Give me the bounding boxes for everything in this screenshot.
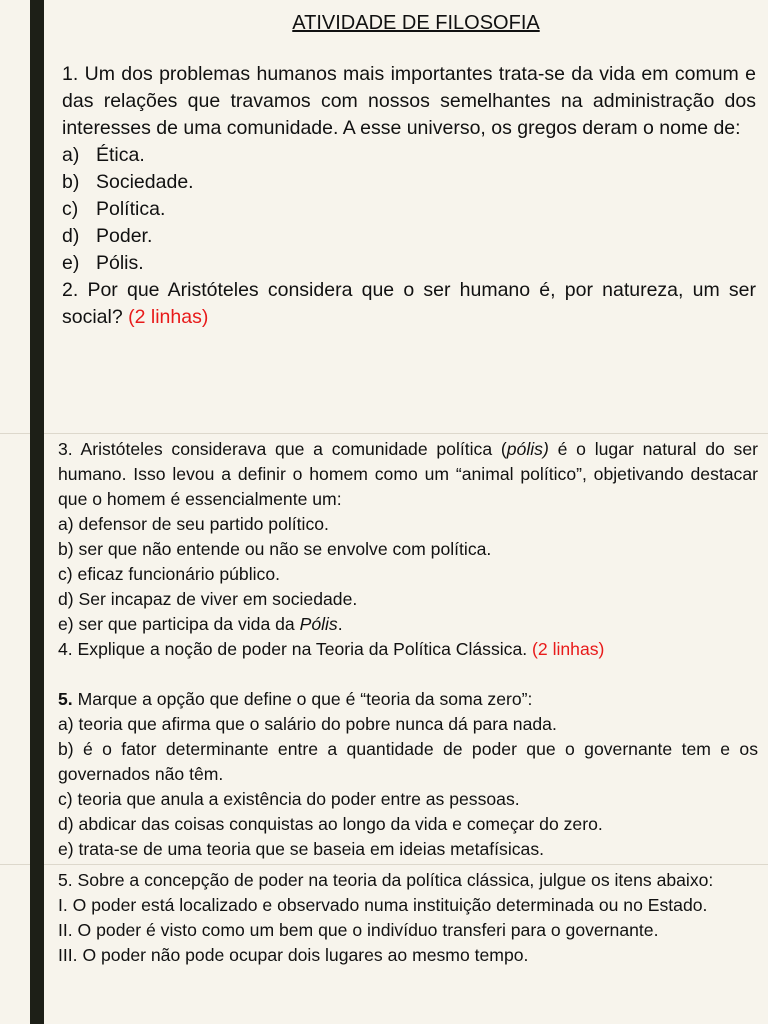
question-1-text: 1. Um dos problemas humanos mais importantes trata-se da vida em comum e das relações que travamos com nossos semelhantes na administração dos interesses de uma comunidade. A esse universo, os gregos deram o nome de: — [62, 63, 756, 139]
option-e: e) Pólis. — [62, 252, 144, 274]
option-d: d) Poder. — [62, 225, 153, 247]
panel-divider — [0, 864, 768, 865]
option-c: c) Política. — [62, 198, 166, 220]
option-e: e) trata-se de uma teoria que se baseia em ideias metafísicas. — [58, 839, 545, 859]
option-d: d) Ser incapaz de viver em sociedade. — [58, 589, 358, 609]
question-4-text: 4. Explique a noção de poder na Teoria da Política Clássica. (2 linhas) — [58, 639, 605, 659]
option-a: a) teoria que afirma que o salário do pobre nunca dá para nada. — [58, 714, 557, 734]
question-3-text: 3. Aristóteles considerava que a comunidade política (pólis) é o lugar natural do ser humano. Isso levou a definir o homem como um “animal político”, objetivando destacar que o homem é essencialmente um: — [58, 439, 758, 509]
option-a: a) Ética. — [62, 144, 145, 166]
question-1-options — [62, 142, 756, 277]
spacer — [58, 662, 758, 687]
item-i: I. O poder está localizado e observado numa instituição determinada ou no Estado. — [58, 895, 708, 915]
page-title: ATIVIDADE DE FILOSOFIA — [292, 12, 540, 34]
option-d: d) abdicar das coisas conquistas ao longo da vida e começar do zero. — [58, 814, 603, 834]
item-iii: III. O poder não pode ocupar dois lugares ao mesmo tempo. — [58, 945, 529, 965]
worksheet-section-3 — [58, 868, 756, 968]
question-2-text: 2. Por que Aristóteles considera que o ser humano é, por natureza, um ser social? (2 linhas) — [62, 279, 756, 328]
question-5b-text: 5. Sobre a concepção de poder na teoria da política clássica, julgue os itens abaixo: — [58, 870, 714, 890]
item-ii: II. O poder é visto como um bem que o indivíduo transferi para o governante. — [58, 920, 659, 940]
option-b: b) Sociedade. — [62, 171, 194, 193]
option-b: b) ser que não entende ou não se envolve com política. — [58, 539, 492, 559]
worksheet-section-2 — [58, 437, 758, 862]
lines-note: (2 linhas) — [128, 306, 209, 328]
question-5-text: 5. Marque a opção que define o que é “teoria da soma zero”: — [58, 689, 533, 709]
option-b: b) é o fator determinante entre a quantidade de poder que o governante tem e os governados não têm. — [58, 739, 758, 784]
panel-divider — [0, 433, 768, 434]
worksheet-section-1 — [62, 10, 756, 331]
option-c: c) teoria que anula a existência do poder entre as pessoas. — [58, 789, 520, 809]
option-a: a) defensor de seu partido político. — [58, 514, 329, 534]
sidebar-bar — [30, 0, 44, 1024]
lines-note: (2 linhas) — [532, 639, 605, 659]
option-e: e) ser que participa da vida da Pólis. — [58, 614, 343, 634]
option-c: c) eficaz funcionário público. — [58, 564, 280, 584]
